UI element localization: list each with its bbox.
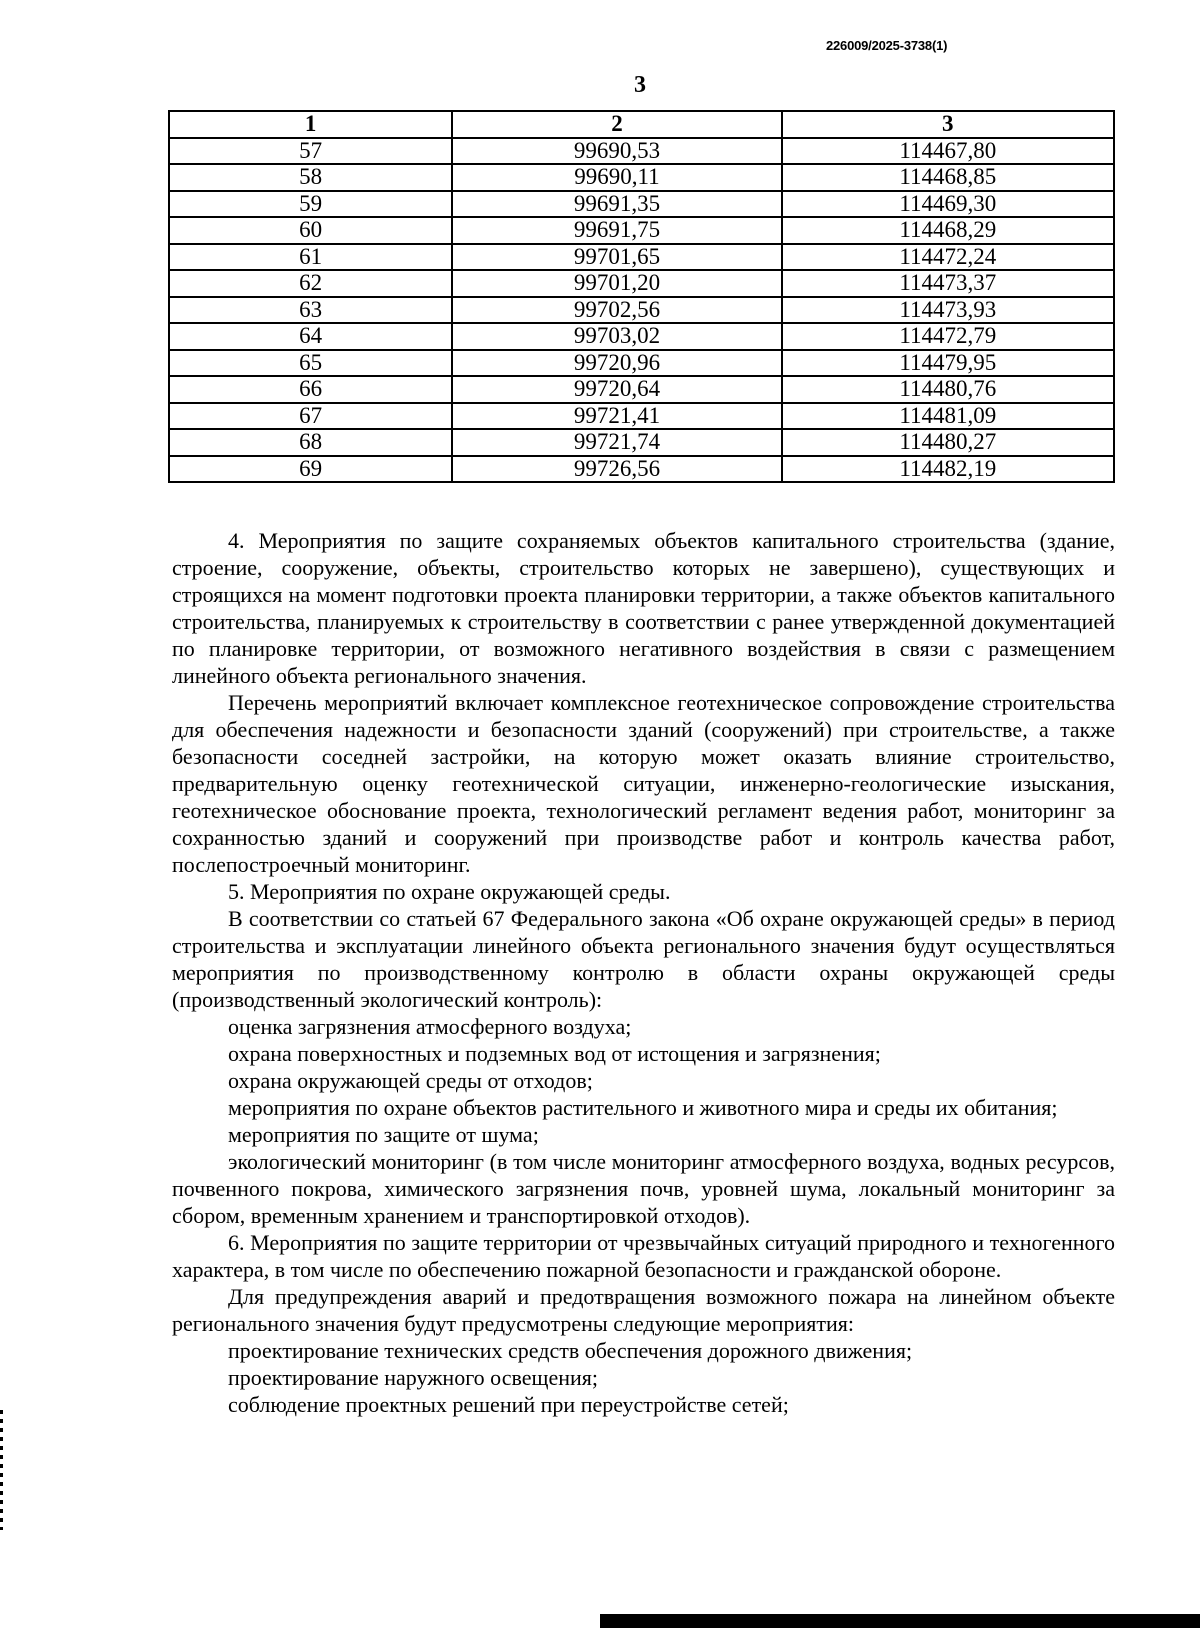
accident-prevention-paragraph: Для предупреждения аварий и предотвращения возможного пожара на линейном объекте регионального значения будут предусмотрены следующие мероприятия:	[172, 1284, 1115, 1336]
table-row	[169, 456, 1114, 483]
table-cell: 114480,27	[782, 429, 1114, 456]
table-cell: 99691,35	[452, 191, 781, 218]
table-cell: 99701,20	[452, 270, 781, 297]
table-row	[169, 138, 1114, 165]
table-cell: 114482,19	[782, 456, 1114, 483]
scan-edge-mark	[0, 1410, 3, 1530]
table-cell: 114473,37	[782, 270, 1114, 297]
table-cell: 60	[169, 217, 452, 244]
table-cell: 65	[169, 350, 452, 377]
table-cell: 99720,96	[452, 350, 781, 377]
table-row	[169, 429, 1114, 456]
list-item: охрана окружающей среды от отходов;	[228, 1068, 593, 1093]
table-cell: 58	[169, 164, 452, 191]
section-4-paragraph: 4. Мероприятия по защите сохраняемых объектов капитального строительства (здание, строение, сооружение, объекты, строительство которых не завершено), существующих и строящихся на момент подготовки проекта планировки территории, а также объектов капитального строительства, планируемых к строительству в соответствии с ранее утвержденной документацией по планировке территории, от возможного негативного воздействия в связи с размещением линейного объекта регионального значения.	[172, 528, 1115, 688]
table-cell: 114467,80	[782, 138, 1114, 165]
table-row	[169, 191, 1114, 218]
list-item: соблюдение проектных решений при переустройстве сетей;	[228, 1392, 789, 1417]
table-row	[169, 350, 1114, 377]
table-cell: 99690,11	[452, 164, 781, 191]
table-cell: 114472,79	[782, 323, 1114, 350]
table-cell: 114480,76	[782, 376, 1114, 403]
table-cell: 99701,65	[452, 244, 781, 271]
table-cell: 114472,24	[782, 244, 1114, 271]
table-row	[169, 376, 1114, 403]
table-cell: 68	[169, 429, 452, 456]
section-6-paragraph: 6. Мероприятия по защите территории от чрезвычайных ситуаций природного и техногенного характера, в том числе по обеспечению пожарной безопасности и гражданской обороне.	[172, 1230, 1115, 1282]
table-cell: 99721,41	[452, 403, 781, 430]
table-cell: 99702,56	[452, 297, 781, 324]
table-row	[169, 323, 1114, 350]
environment-law-paragraph: В соответствии со статьей 67 Федерального закона «Об охране окружающей среды» в период строительства и эксплуатации линейного объекта регионального значения будут осуществляться мероприятия по производственному контролю в области охраны окружающей среды (производственный экологический контроль):	[172, 906, 1115, 1012]
column-header: 3	[782, 111, 1114, 138]
table-cell: 66	[169, 376, 452, 403]
table-cell: 114473,93	[782, 297, 1114, 324]
table-cell: 57	[169, 138, 452, 165]
list-item: экологический мониторинг (в том числе мониторинг атмосферного воздуха, водных ресурсов, почвенного покрова, химического загрязнения почв, уровней шума, локальный мониторинг за сбором, временным хранением и транспортировкой отходов).	[172, 1149, 1115, 1228]
table-cell: 69	[169, 456, 452, 483]
list-item: проектирование наружного освещения;	[228, 1365, 598, 1390]
measures-list-paragraph: Перечень мероприятий включает комплексное геотехническое сопровождение строительства для обеспечения надежности и безопасности зданий (сооружений) при строительстве, а также безопасности соседней застройки, на которую может оказать влияние строительство, предварительную оценку геотехнической ситуации, инженерно-геологические изыскания, геотехническое обоснование проекта, технологический регламент ведения работ, мониторинг за сохранностью зданий и сооружений при производстве работ и контроль качества работ, послепостроечный мониторинг.	[172, 690, 1115, 877]
list-item: оценка загрязнения атмосферного воздуха;	[228, 1014, 632, 1039]
table-cell: 59	[169, 191, 452, 218]
document-body	[172, 527, 1115, 1418]
table-cell: 67	[169, 403, 452, 430]
coordinates-table	[168, 110, 1115, 483]
table-row	[169, 217, 1114, 244]
table-body	[169, 138, 1114, 483]
list-item: проектирование технических средств обеспечения дорожного движения;	[228, 1338, 913, 1363]
table-row	[169, 403, 1114, 430]
table-cell: 99720,64	[452, 376, 781, 403]
table-header-row	[169, 111, 1114, 138]
section-5-heading: 5. Мероприятия по охране окружающей среды.	[228, 879, 671, 904]
list-item: мероприятия по защите от шума;	[228, 1122, 539, 1147]
table-cell: 99691,75	[452, 217, 781, 244]
page-number: 3	[634, 72, 646, 98]
list-item: охрана поверхностных и подземных вод от истощения и загрязнения;	[228, 1041, 881, 1066]
document-number: 226009/2025-3738(1)	[826, 38, 948, 53]
table-cell: 114469,30	[782, 191, 1114, 218]
table-row	[169, 164, 1114, 191]
table-cell: 61	[169, 244, 452, 271]
table-cell: 114468,85	[782, 164, 1114, 191]
table-cell: 114468,29	[782, 217, 1114, 244]
column-header: 1	[169, 111, 452, 138]
table-cell: 99690,53	[452, 138, 781, 165]
column-header: 2	[452, 111, 781, 138]
list-item: мероприятия по охране объектов растительного и животного мира и среды их обитания;	[228, 1095, 1058, 1120]
table-cell: 99703,02	[452, 323, 781, 350]
table-cell: 63	[169, 297, 452, 324]
table-row	[169, 270, 1114, 297]
table-cell: 114481,09	[782, 403, 1114, 430]
table-cell: 99721,74	[452, 429, 781, 456]
table-row	[169, 297, 1114, 324]
table-cell: 64	[169, 323, 452, 350]
table-row	[169, 244, 1114, 271]
table-cell: 114479,95	[782, 350, 1114, 377]
table-cell: 99726,56	[452, 456, 781, 483]
table-cell: 62	[169, 270, 452, 297]
scan-bottom-band	[600, 1614, 1200, 1628]
